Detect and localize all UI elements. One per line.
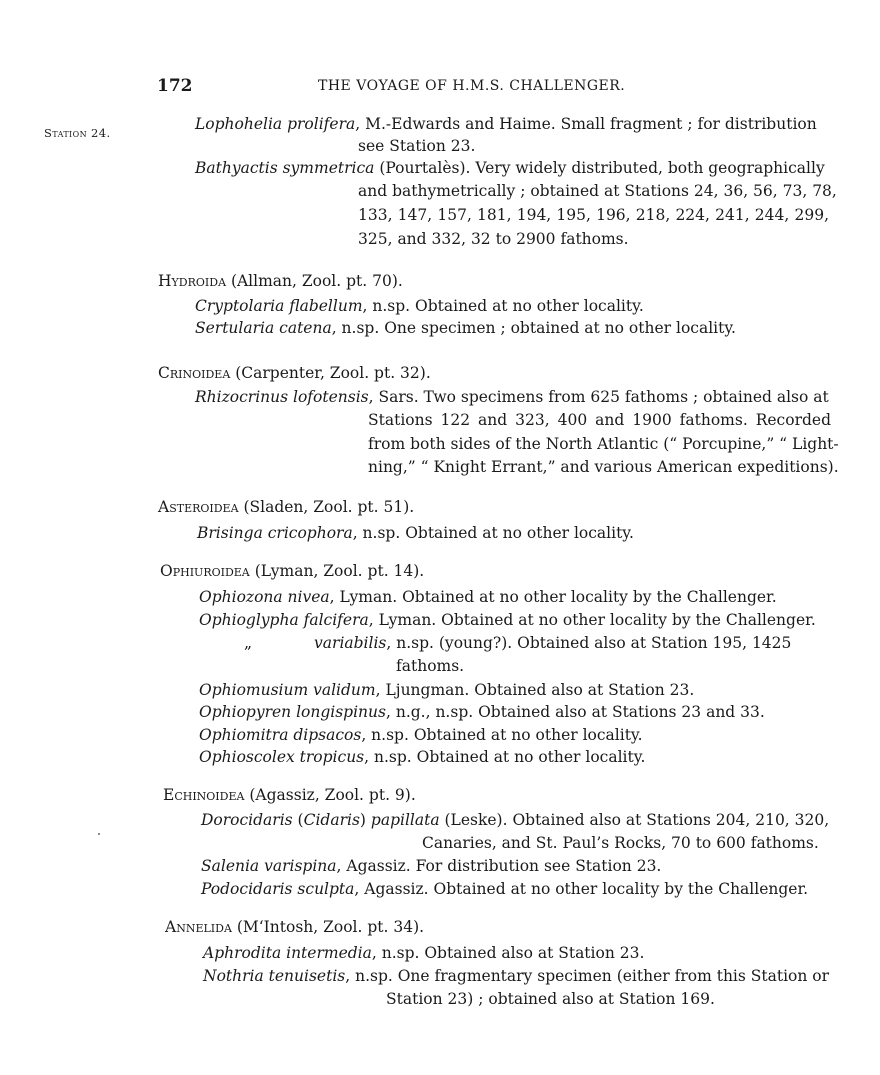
page-header bbox=[0, 76, 880, 98]
entry-text: (Leske). Obtained also at Stations 204, 210, 320, bbox=[439, 811, 830, 829]
station-margin-label bbox=[44, 126, 111, 140]
list-item bbox=[195, 317, 736, 339]
group-reference: (Agassiz, Zool. pt. 9). bbox=[244, 786, 416, 804]
entry-continuation: fathoms. bbox=[396, 657, 465, 675]
species-name: Cryptolaria flabellum bbox=[195, 297, 363, 315]
entry-text: , n.sp. One fragmentary specimen (either from this Station or bbox=[345, 967, 830, 985]
entry-text: , n.sp. Obtained at no other locality. bbox=[361, 726, 643, 744]
group-name: Annelida bbox=[165, 918, 232, 936]
entry-text: , Lyman. Obtained at no other locality by the Challenger. bbox=[329, 588, 777, 606]
entry-text: , n.g., n.sp. Obtained also at Stations 23 and 33. bbox=[385, 703, 765, 721]
species-epithet: papillata bbox=[370, 811, 440, 829]
group-reference: (M‘Intosh, Zool. pt. 34). bbox=[231, 918, 425, 936]
list-item bbox=[195, 295, 644, 317]
entry-text: , Agassiz. For distribution see Station 23. bbox=[336, 857, 662, 875]
list-item bbox=[203, 965, 837, 987]
species-name: Lophohelia prolifera bbox=[195, 115, 356, 133]
list-item bbox=[199, 746, 645, 768]
paren-open: ( bbox=[292, 811, 304, 829]
entry-text: , n.sp. One specimen ; obtained at no other locality. bbox=[331, 319, 736, 337]
list-item bbox=[195, 157, 829, 179]
list-item bbox=[199, 701, 765, 723]
list-item bbox=[199, 586, 777, 608]
group-name: Echinoidea bbox=[163, 786, 245, 804]
species-name: variabilis bbox=[314, 634, 387, 652]
list-item bbox=[195, 113, 829, 135]
entry-text: , n.sp. Obtained at no other locality. bbox=[364, 748, 646, 766]
entry-continuation: and bathymetrically ; obtained at Stations 24, 36, 56, 73, 78, bbox=[358, 182, 837, 200]
list-item bbox=[203, 942, 644, 964]
list-item bbox=[244, 632, 833, 654]
ditto-mark: „ bbox=[244, 634, 253, 652]
entry-text: , M.-Edwards and Haime. Small fragment ; for distribution bbox=[355, 115, 817, 133]
species-name: Ophioscolex tropicus bbox=[199, 748, 365, 766]
group-name: Crinoidea bbox=[158, 364, 231, 382]
list-item bbox=[199, 609, 816, 631]
group-reference: (Lyman, Zool. pt. 14). bbox=[249, 562, 425, 580]
species-name: Salenia varispina bbox=[201, 857, 337, 875]
entry-continuation: 325, and 332, 32 to 2900 fathoms. bbox=[358, 230, 629, 248]
species-name: Podocidaris sculpta bbox=[201, 880, 355, 898]
species-name: Ophiopyren longispinus bbox=[199, 703, 386, 721]
species-name: Rhizocrinus lofotensis bbox=[195, 388, 369, 406]
entry-text: , n.sp. Obtained at no other locality. bbox=[362, 297, 644, 315]
species-name: Brisinga cricophora bbox=[197, 524, 353, 542]
entry-text: , Ljungman. Obtained also at Station 23. bbox=[375, 681, 695, 699]
group-heading bbox=[158, 270, 403, 292]
group-heading bbox=[160, 560, 424, 582]
entry-continuation: see Station 23. bbox=[358, 137, 476, 155]
group-reference: (Sladen, Zool. pt. 51). bbox=[238, 498, 415, 516]
entry-continuation: from both sides of the North Atlantic (“ Porcupine,” “ Light- bbox=[368, 435, 839, 453]
station-label: Station 24. bbox=[44, 126, 111, 140]
group-heading bbox=[165, 916, 424, 938]
species-name: Ophiomusium validum bbox=[199, 681, 376, 699]
entry-text: (Pourtalès). Very widely distributed, both geographically bbox=[374, 159, 825, 177]
paper-speck bbox=[98, 833, 100, 835]
entry-continuation: Stations 122 and 323, 400 and 1900 fathoms. Recorded bbox=[368, 411, 831, 429]
list-item bbox=[197, 522, 634, 544]
species-name: Dorocidaris bbox=[201, 811, 293, 829]
entry-text: , Agassiz. Obtained at no other locality by the Challenger. bbox=[354, 880, 809, 898]
page-number: 172 bbox=[157, 76, 193, 96]
species-name: Ophioglypha falcifera bbox=[199, 611, 369, 629]
entry-text: , Sars. Two specimens from 625 fathoms ; obtained also at bbox=[368, 388, 829, 406]
group-reference: (Carpenter, Zool. pt. 32). bbox=[230, 364, 431, 382]
entry-continuation: ning,” “ Knight Errant,” and various American expeditions). bbox=[368, 458, 839, 476]
entry-continuation: Station 23) ; obtained also at Station 169. bbox=[386, 990, 715, 1008]
group-heading bbox=[163, 784, 416, 806]
species-name: Nothria tenuisetis bbox=[203, 967, 346, 985]
list-item bbox=[199, 679, 694, 701]
list-item bbox=[195, 386, 831, 408]
species-name: Aphrodita intermedia bbox=[203, 944, 372, 962]
entry-text: , n.sp. Obtained also at Station 23. bbox=[371, 944, 645, 962]
entry-text: , n.sp. Obtained at no other locality. bbox=[352, 524, 634, 542]
entry-text: , n.sp. (young?). Obtained also at Station 195, 1425 bbox=[386, 634, 792, 652]
entry-continuation: Canaries, and St. Paul’s Rocks, 70 to 600 fathoms. bbox=[422, 834, 819, 852]
group-name: Hydroida bbox=[158, 272, 227, 290]
group-reference: (Allman, Zool. pt. 70). bbox=[226, 272, 403, 290]
list-item bbox=[201, 809, 829, 831]
list-item bbox=[201, 878, 808, 900]
entry-text: , Lyman. Obtained at no other locality by the Challenger. bbox=[368, 611, 816, 629]
running-title: THE VOYAGE OF H.M.S. CHALLENGER. bbox=[318, 78, 626, 94]
entry-continuation: 133, 147, 157, 181, 194, 195, 196, 218, 224, 241, 244, 299, bbox=[358, 206, 829, 224]
list-item bbox=[199, 724, 643, 746]
paren-close: ) bbox=[359, 811, 371, 829]
species-name: Ophiomitra dipsacos bbox=[199, 726, 362, 744]
subgenus-name: Cidaris bbox=[303, 811, 360, 829]
group-name: Asteroidea bbox=[158, 498, 239, 516]
species-name: Sertularia catena bbox=[195, 319, 332, 337]
species-name: Bathyactis symmetrica bbox=[195, 159, 375, 177]
group-heading bbox=[158, 496, 414, 518]
species-name: Ophiozona nivea bbox=[199, 588, 330, 606]
group-name: Ophiuroidea bbox=[160, 562, 250, 580]
list-item bbox=[201, 855, 661, 877]
group-heading bbox=[158, 362, 431, 384]
